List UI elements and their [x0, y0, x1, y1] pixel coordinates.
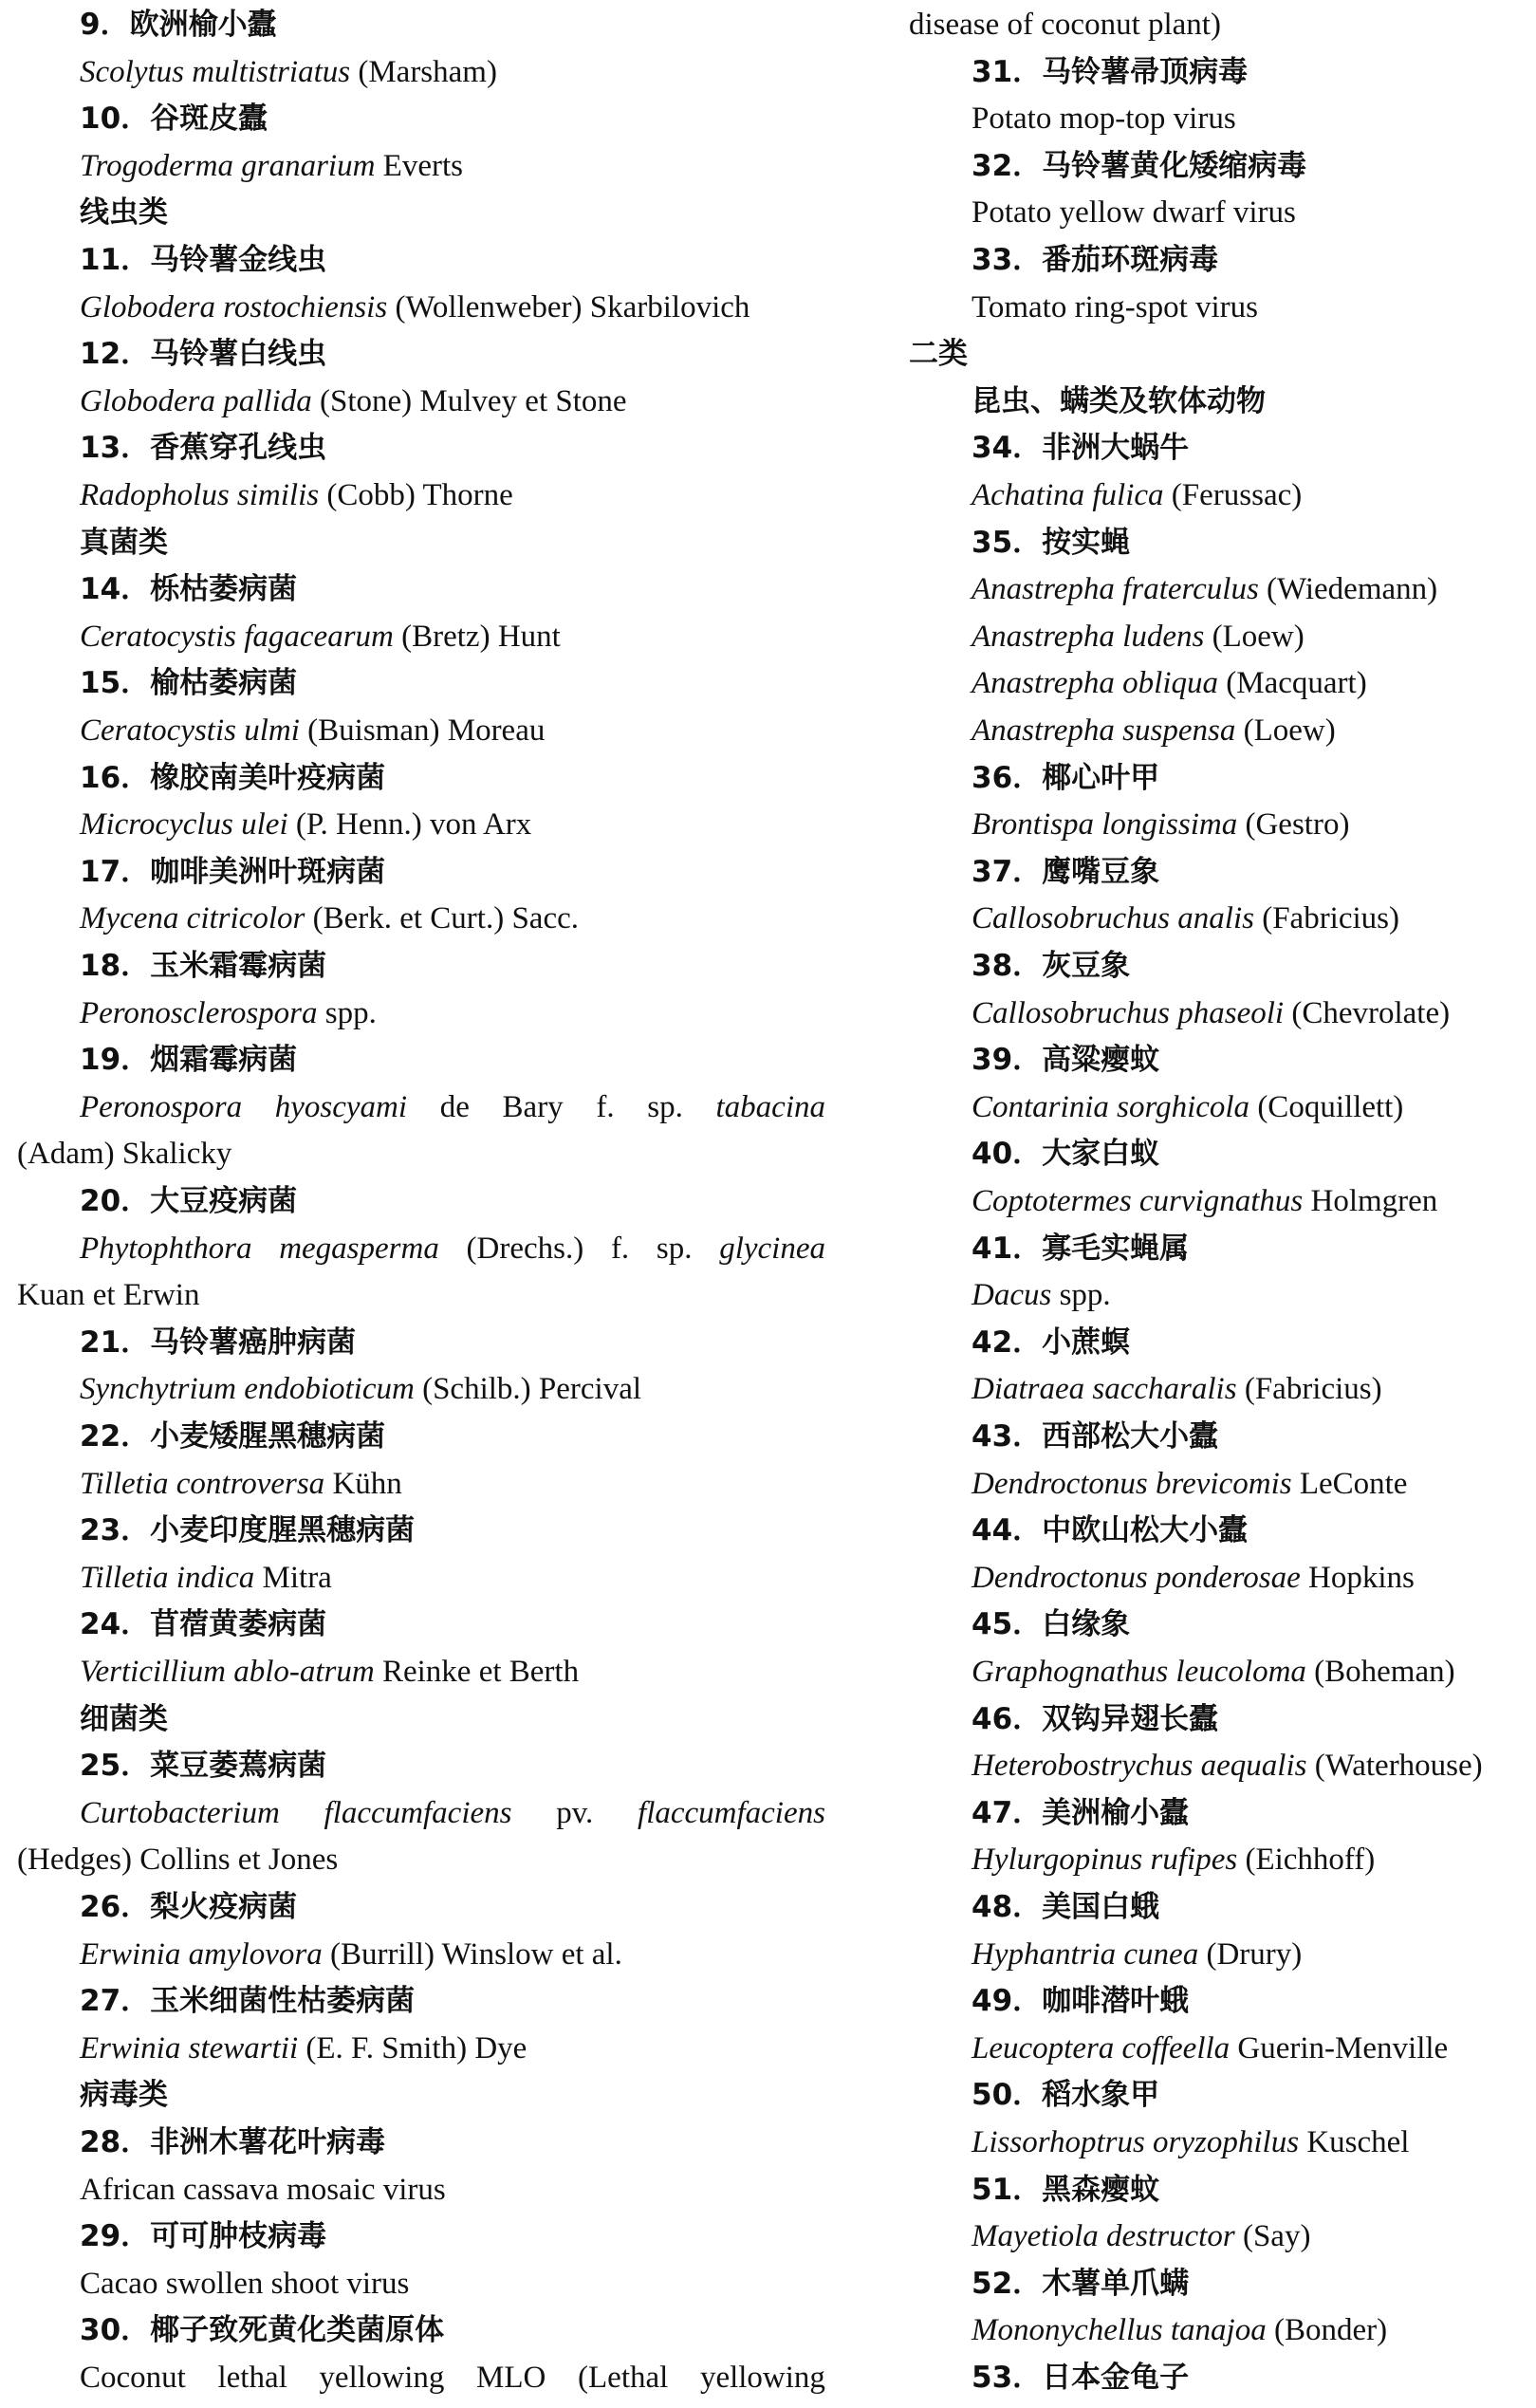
text-line — [972, 429, 1189, 467]
line-text: Kuan et Erwin — [17, 1278, 200, 1313]
author-citation: (Buisman) Moreau — [299, 713, 546, 748]
line-text: (Hedges) Collins et Jones — [17, 1843, 339, 1878]
scientific-name: Globodera pallida — [80, 383, 312, 418]
text-line — [80, 476, 513, 514]
line-text: 25．菜豆萎蔫病菌 — [80, 1749, 327, 1784]
scientific-name: Globodera rostochiensis — [80, 289, 388, 324]
author-citation: spp. — [317, 995, 377, 1030]
text-line — [972, 1230, 1189, 1268]
line-text: 14．栎枯萎病菌 — [80, 572, 298, 607]
author-citation: Kuschel — [1299, 2125, 1410, 2159]
text-line — [972, 2311, 1387, 2349]
text-line — [972, 2171, 1159, 2209]
author-citation: (Ferussac) — [1163, 478, 1303, 512]
text-line — [17, 1276, 199, 1314]
author-citation: (Cobb) Thorne — [319, 478, 513, 512]
line-text: 50．稻水象甲 — [972, 2078, 1160, 2113]
line-text: 36．椰心叶甲 — [972, 760, 1160, 795]
word: f. — [596, 1089, 615, 1124]
author-citation: (Drury) — [1198, 1936, 1303, 1972]
line-text: 28．非洲木薯花叶病毒 — [80, 2125, 386, 2159]
text-line — [80, 899, 579, 937]
author-citation: (Macquart) — [1218, 666, 1367, 701]
author-citation: (Chevrolate) — [1284, 995, 1451, 1030]
text-line — [972, 1511, 1248, 1549]
author-citation: (Gestro) — [1237, 807, 1350, 843]
line-text: 19．烟霜霉病菌 — [80, 1043, 298, 1078]
author-citation: (Eichhoff) — [1237, 1843, 1376, 1878]
line-text: 48．美国白蛾 — [972, 1890, 1160, 1924]
scientific-name: Mononychellus tanajoa — [972, 2313, 1267, 2348]
text-line — [972, 853, 1159, 891]
text-line — [80, 2217, 326, 2255]
scientific-name: Synchytrium endobioticum — [80, 1372, 415, 1407]
line-text: 细菌类 — [80, 1701, 168, 1736]
line-text: 16．橡胶南美叶疫病菌 — [80, 760, 386, 795]
word: lethal — [217, 2361, 287, 2395]
line-text: 20．大豆疫病菌 — [80, 1184, 298, 1218]
word: Curtobacterium — [80, 1795, 280, 1830]
scientific-name: Diatraea saccharalis — [972, 1372, 1237, 1407]
word: (Lethal — [578, 2361, 669, 2395]
text-line — [972, 100, 1236, 138]
line-text: 13．香蕉穿孔线虫 — [80, 431, 327, 466]
word: yellowing — [319, 2361, 445, 2395]
text-line — [80, 1088, 825, 1126]
text-line — [80, 1370, 641, 1408]
text-line — [972, 1653, 1455, 1691]
scientific-name: Anastrepha obliqua — [972, 666, 1219, 701]
text-line — [80, 1700, 168, 1738]
line-text: 9．欧洲榆小蠹 — [80, 8, 277, 42]
scientific-name: Callosobruchus phaseoli — [972, 995, 1285, 1030]
scientific-name: Hyphantria cunea — [972, 1936, 1199, 1972]
text-line — [80, 994, 377, 1032]
text-line — [80, 1982, 415, 2020]
scientific-name: Mycena citricolor — [80, 901, 305, 936]
text-line — [17, 1841, 338, 1879]
scientific-name: Dendroctonus ponderosae — [972, 1560, 1301, 1595]
text-line — [972, 1182, 1437, 1220]
author-citation: Holmgren — [1303, 1184, 1438, 1218]
line-text: African cassava mosaic virus — [80, 2172, 446, 2207]
text-line — [972, 994, 1450, 1032]
text-line — [80, 2171, 446, 2209]
text-line — [972, 1370, 1382, 1408]
text-line — [972, 2123, 1409, 2161]
text-line — [80, 382, 627, 420]
text-line — [972, 712, 1336, 750]
word: de — [439, 1089, 470, 1124]
scientific-name: Radopholus similis — [80, 478, 320, 512]
scientific-name: Contarinia sorghicola — [972, 1089, 1250, 1124]
word: Coconut — [80, 2361, 186, 2395]
line-text: 46．双钩异翅长蠹 — [972, 1701, 1219, 1736]
scientific-name: Lissorhoptrus oryzophilus — [972, 2125, 1300, 2159]
text-line — [80, 2029, 527, 2067]
line-text: 11．马铃薯金线虫 — [80, 243, 327, 277]
text-line — [972, 147, 1306, 185]
text-line — [80, 618, 561, 656]
scientific-name: Anastrepha suspensa — [972, 713, 1236, 748]
line-text: 43．西部松大小蠹 — [972, 1419, 1219, 1454]
text-line — [972, 1936, 1302, 1973]
line-text: 40．大家白蚁 — [972, 1137, 1160, 1172]
word: yellowing — [699, 2361, 825, 2395]
author-citation: Hopkins — [1300, 1560, 1415, 1595]
text-line — [972, 382, 1266, 420]
line-text: 27．玉米细菌性枯萎病菌 — [80, 1984, 416, 2019]
line-text: 47．美洲榆小蠹 — [972, 1795, 1190, 1830]
text-line — [972, 524, 1130, 562]
line-text: 38．灰豆象 — [972, 949, 1131, 983]
author-citation: (Berk. et Curt.) Sacc. — [305, 901, 579, 936]
text-line — [17, 1135, 231, 1173]
scientific-name: Ceratocystis fagacearum — [80, 619, 394, 654]
text-line — [972, 2076, 1159, 2114]
word: megasperma — [279, 1231, 439, 1266]
text-line — [80, 1230, 825, 1268]
scientific-name: Scolytus multistriatus — [80, 54, 351, 89]
line-text: 30．椰子致死黄化类菌原体 — [80, 2313, 445, 2348]
text-line — [972, 1041, 1159, 1079]
text-line — [972, 1324, 1130, 1361]
text-line — [80, 147, 463, 185]
text-line — [80, 6, 277, 44]
scientific-name: Heterobostrychus aequalis — [972, 1749, 1307, 1784]
text-line — [972, 2029, 1448, 2067]
scientific-name: Tilletia indica — [80, 1560, 255, 1595]
text-line — [972, 618, 1305, 656]
line-text: 45．白缘象 — [972, 1607, 1131, 1642]
scientific-name: Mayetiola destructor — [972, 2219, 1235, 2254]
text-line — [80, 524, 168, 562]
word: hyoscyami — [274, 1089, 408, 1124]
word: Phytophthora — [80, 1231, 252, 1266]
text-line — [972, 1088, 1403, 1126]
author-citation: Mitra — [254, 1560, 332, 1595]
text-line — [80, 947, 326, 985]
text-line — [972, 1982, 1189, 2020]
text-line — [972, 1276, 1111, 1314]
word: sp. — [647, 1089, 683, 1124]
line-text: 18．玉米霜霉病菌 — [80, 949, 327, 983]
author-citation: (P. Henn.) von Arx — [287, 807, 532, 843]
scientific-name: Graphognathus leucoloma — [972, 1655, 1306, 1689]
text-line — [80, 2123, 385, 2161]
word: sp. — [656, 1231, 693, 1266]
text-line — [80, 1559, 332, 1597]
author-citation: (Boheman) — [1305, 1655, 1455, 1689]
line-text: 33．番茄环斑病毒 — [972, 243, 1219, 277]
text-line — [972, 1605, 1130, 1643]
scientific-name: Verticillium ablo-atrum — [80, 1655, 375, 1689]
line-text: 17．咖啡美洲叶斑病菌 — [80, 854, 386, 889]
line-text: 32．马铃薯黄化矮缩病毒 — [972, 148, 1307, 183]
text-line — [80, 712, 545, 750]
text-line — [80, 1041, 297, 1079]
text-line — [972, 241, 1218, 279]
line-text: 22．小麦矮腥黑穗病菌 — [80, 1419, 386, 1454]
text-line — [80, 1182, 297, 1220]
author-citation: Guerin-Menville — [1230, 2030, 1449, 2065]
author-citation: (Stone) Mulvey et Stone — [311, 383, 627, 418]
text-line — [80, 429, 326, 467]
author-citation: Reinke et Berth — [374, 1655, 580, 1689]
line-text: 52．木薯单爪螨 — [972, 2266, 1190, 2301]
text-line — [80, 664, 297, 702]
line-text: 二类 — [909, 337, 968, 372]
line-text: 21．马铃薯癌肿病菌 — [80, 1324, 357, 1360]
text-line — [80, 2076, 168, 2114]
line-text: 34．非洲大蜗牛 — [972, 431, 1190, 466]
author-citation: spp. — [1051, 1278, 1111, 1313]
line-text: 49．咖啡潜叶蛾 — [972, 1984, 1190, 2019]
word: tabacina — [715, 1089, 825, 1124]
text-line — [972, 1559, 1415, 1597]
line-text: 39．高粱瘿蚊 — [972, 1043, 1160, 1078]
text-line — [80, 2265, 409, 2303]
text-line — [972, 1417, 1218, 1455]
text-line — [972, 664, 1367, 702]
scientific-name: Dendroctonus brevicomis — [972, 1466, 1292, 1501]
text-line — [80, 1605, 326, 1643]
author-citation: (Burrill) Winslow et al. — [322, 1936, 622, 1972]
scientific-name: Anastrepha fraterculus — [972, 572, 1259, 607]
text-line — [972, 947, 1130, 985]
scientific-name: Brontispa longissima — [972, 807, 1238, 843]
line-text: (Adam) Skalicky — [17, 1137, 232, 1172]
text-line — [80, 570, 297, 608]
scientific-name: Callosobruchus analis — [972, 901, 1254, 936]
text-line — [972, 1794, 1189, 1832]
text-line — [80, 1747, 326, 1785]
line-text: Tomato ring-spot virus — [972, 289, 1258, 324]
word: Bary — [502, 1089, 564, 1124]
scientific-name: Erwinia amylovora — [80, 1936, 323, 1972]
author-citation: Kühn — [324, 1466, 402, 1501]
text-line — [972, 759, 1159, 797]
word: pv. — [556, 1795, 594, 1830]
text-line — [80, 1324, 356, 1361]
line-text: 42．小蔗螟 — [972, 1324, 1131, 1360]
text-line — [80, 2311, 444, 2349]
author-citation: (Fabricius) — [1236, 1372, 1382, 1407]
text-line — [909, 6, 1221, 44]
scientific-name: Peronosclerospora — [80, 995, 318, 1030]
text-line — [972, 2359, 1189, 2397]
text-line — [972, 570, 1437, 608]
line-text: Cacao swollen shoot virus — [80, 2266, 410, 2301]
text-line — [972, 806, 1349, 843]
line-text: disease of coconut plant) — [909, 8, 1221, 42]
text-line — [972, 1135, 1159, 1173]
text-line — [80, 194, 168, 232]
text-line — [80, 241, 326, 279]
author-citation: LeConte — [1291, 1466, 1408, 1501]
author-citation: (Marsham) — [350, 54, 497, 89]
line-text: 44．中欧山松大小蠹 — [972, 1513, 1249, 1548]
scientific-name: Leucoptera coffeella — [972, 2030, 1231, 2065]
scientific-name: Dacus — [972, 1278, 1052, 1313]
text-line — [909, 335, 968, 373]
line-text: 真菌类 — [80, 525, 168, 560]
author-citation: (Bonder) — [1266, 2313, 1388, 2348]
text-line — [80, 100, 268, 138]
text-line — [80, 2359, 825, 2397]
line-text: 51．黑森瘿蚊 — [972, 2172, 1160, 2207]
line-text: Potato yellow dwarf virus — [972, 195, 1296, 231]
line-text: 12．马铃薯白线虫 — [80, 337, 327, 372]
text-line — [80, 853, 385, 891]
text-line — [80, 1465, 402, 1503]
text-line — [972, 194, 1296, 232]
text-line — [80, 335, 326, 373]
author-citation: (Schilb.) Percival — [414, 1372, 642, 1407]
word: (Drechs.) — [466, 1231, 584, 1266]
text-line — [80, 1511, 415, 1549]
line-text: 昆虫、螨类及软体动物 — [972, 383, 1266, 418]
author-citation: Everts — [375, 148, 463, 183]
text-line — [80, 53, 497, 91]
scientific-name: Hylurgopinus rufipes — [972, 1843, 1238, 1878]
word: flaccumfaciens — [324, 1795, 512, 1830]
text-line — [972, 1888, 1159, 1926]
text-line — [972, 1747, 1483, 1785]
text-line — [80, 1936, 622, 1973]
word: glycinea — [719, 1231, 825, 1266]
line-text: 35．按实蝇 — [972, 525, 1131, 560]
text-line — [972, 476, 1302, 514]
author-citation: (Wiedemann) — [1258, 572, 1438, 607]
text-line — [80, 1417, 385, 1455]
line-text: 29．可可肿枝病毒 — [80, 2219, 327, 2254]
scientific-name: Trogoderma granarium — [80, 148, 376, 183]
author-citation: (Say) — [1234, 2219, 1311, 2254]
line-text: 53．日本金龟子 — [972, 2361, 1190, 2395]
line-text: 41．寡毛实蝇属 — [972, 1231, 1190, 1266]
text-line — [972, 2217, 1310, 2255]
line-text: 线虫类 — [80, 195, 168, 231]
line-text: 15．榆枯萎病菌 — [80, 666, 298, 701]
scientific-name: Tilletia controversa — [80, 1466, 325, 1501]
scientific-name: Coptotermes curvignathus — [972, 1184, 1304, 1218]
author-citation: (Waterhouse) — [1306, 1749, 1483, 1784]
scientific-name: Microcyclus ulei — [80, 807, 288, 843]
text-line — [972, 1465, 1407, 1503]
text-line — [80, 288, 749, 326]
text-line — [972, 1841, 1375, 1879]
scientific-name: Achatina fulica — [972, 478, 1164, 512]
line-text: 37．鹰嘴豆象 — [972, 854, 1160, 889]
text-line — [972, 1700, 1218, 1738]
text-line — [972, 899, 1399, 937]
author-citation: (Wollenweber) Skarbilovich — [387, 289, 750, 324]
line-text: 24．苜蓿黄萎病菌 — [80, 1607, 327, 1642]
text-line — [972, 288, 1258, 326]
word: flaccumfaciens — [638, 1795, 825, 1830]
text-line — [972, 53, 1248, 91]
text-line — [80, 1888, 297, 1926]
word: MLO — [476, 2361, 546, 2395]
author-citation: (Fabricius) — [1253, 901, 1399, 936]
text-line — [80, 1794, 825, 1832]
text-line — [972, 2265, 1189, 2303]
author-citation: (Coquillett) — [1249, 1089, 1404, 1124]
word: Peronospora — [80, 1089, 243, 1124]
line-text: 26．梨火疫病菌 — [80, 1890, 298, 1924]
author-citation: (E. F. Smith) Dye — [298, 2030, 527, 2065]
line-text: 31．马铃薯帚顶病毒 — [972, 54, 1249, 89]
line-text: 23．小麦印度腥黑穗病菌 — [80, 1513, 416, 1548]
author-citation: (Loew) — [1235, 713, 1336, 748]
line-text: 10．谷斑皮蠹 — [80, 102, 268, 137]
text-line — [80, 1653, 579, 1691]
line-text: 病毒类 — [80, 2078, 168, 2113]
author-citation: (Loew) — [1204, 619, 1305, 654]
line-text: Potato mop-top virus — [972, 102, 1236, 137]
scientific-name: Ceratocystis ulmi — [80, 713, 300, 748]
author-citation: (Bretz) Hunt — [393, 619, 561, 654]
scientific-name: Anastrepha ludens — [972, 619, 1205, 654]
text-line — [80, 806, 531, 843]
word: f. — [610, 1231, 630, 1266]
text-line — [80, 759, 385, 797]
scientific-name: Erwinia stewartii — [80, 2030, 299, 2065]
